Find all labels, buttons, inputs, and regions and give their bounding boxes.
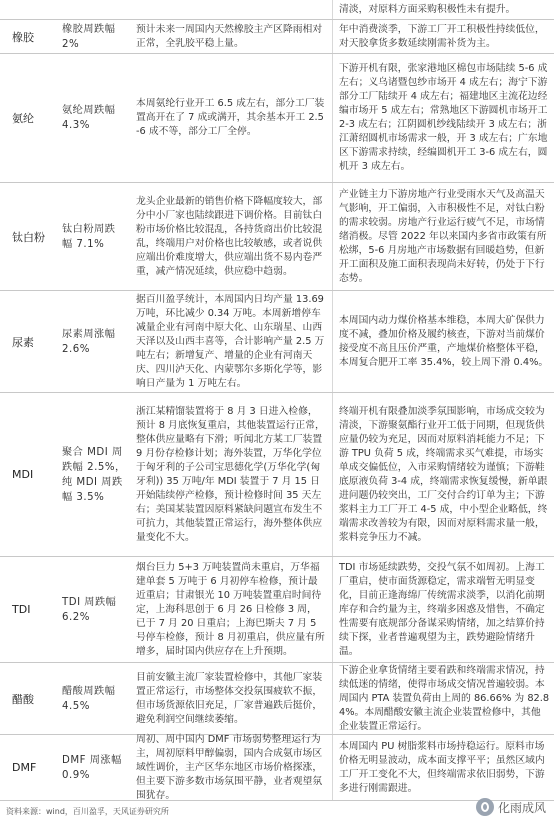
table-row [0,54,554,183]
supply-outlook: 周初、周中国内 DMF 市场弱势整理运行为主，周初原料甲醇偏弱，国内合成氨市场区域性调价，主产区华东地区市场价格探涨，但主要下游多数市场氛围平静，业者观望氛围犹存。 [136,733,323,801]
supply-outlook: 据百川盈孚统计，本周国内日均产量 13.69 万吨，环比减少 0.34 万吨。本周新增停车减量企业有河南中原大化、山东瑞星、山西天泽以及山西丰喜等，合计影响产量 2.5 万吨左右；新增复产、增量的企业有河南天庆、四川泸天化、内蒙鄂尔多斯化学等，影响日产量为 1 万吨左右。 [136,293,325,389]
source-note: 资料来源：wind，百川盈孚，天风证券研究所 [6,807,169,816]
product-name [0,0,56,19]
product-name: MDI [12,468,34,481]
table-row [0,663,554,735]
supply-outlook: 龙头企业最新的销售价格下降幅度较大，部分中小厂家也陆续跟进下调价格。目前钛白粉市场价格比较混乱，各持货商出价比较混乱，终端用户对价格也比较敏感，或者说供应端出价难度增大，供应端出货不易内卷严重，减产情况延续，供应稳中趋弱。 [136,195,323,277]
product-name: TDI [12,603,31,616]
demand-note: TDI 市场延续跌势，交投气氛不如周初。上海工厂重启，使市面货源稳定，需求端暂无明显变化，目前正逢海绵厂传统需求淡季，以消化前期库存和合约量为主，终端多困惑及惜售，不确定性需要有底规部分备谋采购情绪，加之结算价持续下探，业者普遍观望为主，跌势避险情绪升温。 [332,557,554,662]
supply-outlook: 本周氨纶行业开工 6.5 成左右，部分工厂装置高开在了 7 成或满开，其余基本开工 2.5-6 成不等，部分工厂全停。 [136,98,325,137]
demand-note: 年中消费淡季，下游工厂开工积极性持续低位，对天胶拿货多数延续刚需补货为主。 [332,20,554,53]
product-name: 尿素 [12,335,34,349]
supply-outlook [130,0,332,19]
table-row [0,20,554,54]
weekly-change [56,0,130,19]
supply-outlook: 目前安徽主流厂家装置检修中，其他厂家装置正常运行，市场整体交投氛围疲软不振，但市场货源依旧充足，厂家普遍跌后挺价，避免利润空间继续萎缩。 [136,671,323,725]
watermark [476,798,546,816]
demand-note: 终端开机有限叠加淡季氛围影响，市场成交较为清淡，下游聚氨酯行业开工低于同期，但现货供应量仍较为充足，因而对原料消耗能力不足；下游 TPU 负荷 5 成，终端需求买气难提，市场实单成交偏低位，入市采购情绪较为谨慎；下游鞋底原液负荷 3-4 成，终端需求恢复缓慢，新单跟进问题仍较突出，工厂交付合约订单为主；下游浆料主力工厂开工 4-5 成，中小型企业略低，终端需求改善较为有限，因而对原料需求量一般，浆料竞争压力不减。 [332,393,554,556]
product-name: 钛白粉 [12,230,45,244]
weekly-change: DMF 周涨幅 0.9% [62,754,122,781]
demand-note: 下游开机有限，张家港地区棉包市场陆续 5-6 成左右；义乌诸暨包纱市场开 4 成左右；海宁下游部分工厂陆续开 4 成左右；福建地区主流花边经编市场开 5 成左右；常熟地区下游圆机市场开工 2-3 成左右；江阴圆机纱线陆续开 3 成左右；浙江萧绍圆机市场需求一般，开 3 成左右；广东地区下游需求持续，经编圆机开工 3-6 成左右，圆机开 3 成左右。 [332,54,554,182]
supply-outlook: 烟台巨力 5+3 万吨装置尚未重启，万华福建单套 5 万吨于 6 月初停车检修，预计最近重启；甘肃银光 10 万吨装置重启时间待定，上海科思创于 6 月 26 日检修 3 周，已于 7 月 20 日重启；上海巴斯夫 7 月 5 号停车检修，预计 8 月初重启，供应量有所增多，届时国内供应存在上升预期。 [136,561,325,657]
weekly-change: TDI 周跌幅 6.2% [62,596,117,623]
table-row [0,291,554,393]
product-name: DMF [12,761,37,774]
table-row [0,735,554,801]
demand-note: 本周国内动力煤价格基本维稳，本周大矿保供力度不减，叠加价格及履约核查，下游对当前煤价接受度不高且压价严重，产地煤价格整体平稳，本周复合肥开工率 35.4%，较上周下滑 0.4%。 [332,291,554,392]
product-name: 氨纶 [12,112,34,125]
weekly-change: 聚合 MDI 周跌幅 2.5%，纯 MDI 周跌幅 3.5% [62,446,126,503]
table-row [0,393,554,557]
supply-outlook: 浙江某精馏装置将于 8 月 3 日进入检修，预计 8 月底恢复重启，其他装置运行正常，整体供应量略有下滑；听闻北方某工厂装置 9 月份存检修计划；海外装置，万华化学位于匈牙利的子公司宝思德化学(万华化学(匈牙利)) 35 万吨/年 MDI 装置于 7 月 15 日开始陆续停产检修，预计检修时间 35 天左右；美国某装置因原料紧缺问题宣布发生不可抗力，其他装置正常运行，海外整体供应量变化不大。 [136,405,325,543]
product-name: 橡胶 [12,30,34,44]
table-row [0,557,554,663]
demand-note: 下游企业拿货情绪主要看跌和终端需求情况，持续低迷的情绪，使得市场成交情况普遍较弱。本周国内 PTA 装置负荷由上周的 86.66% 为 82.84%。本周醋酸安徽主流企业装置检修中，其他企业装置正常运行。 [332,663,554,734]
weekly-change: 钛白粉周跌幅 7.1% [62,223,116,250]
weekly-change: 尿素周涨幅 2.6% [62,328,116,355]
watermark-text: 化雨成风 [497,800,546,815]
product-name: 醋酸 [12,692,34,706]
weekly-change: 橡胶周跌幅 2% [62,23,116,50]
table-row [0,183,554,291]
table-row [0,0,554,20]
demand-note: 清淡，对原料方面采购积极性未有提升。 [332,0,554,19]
demand-note: 产业链主力下游房地产行业受雨水天气及高温天气影响，开工偏弱，入市积极性不足，对钛白粉的需求较弱。房地产行业运行疲气不足，市场情绪消极。尽管 2022 年以来国内多省市政策有所松绑，5-6 月房地产市场数据有回暖趋势，但新开工面积及施工面积表现尚未好转，仍处于下行态势。 [332,183,554,290]
weekly-change: 氨纶周跌幅 4.3% [62,105,116,131]
demand-note: 本周国内 PU 树脂浆料市场持稳运行。原料市场价格无明显波动，成本面支撑平平；虽然区域内工厂开工变化不大，但终端需求依旧弱势，下游多进行刚需跟进。 [332,735,554,800]
supply-outlook: 预计未来一周国内天然橡胶主产区降雨相对正常，全乳胶平稳上量。 [136,23,323,49]
wechat-logo-icon [476,798,494,816]
weekly-change: 醋酸周跌幅 4.5% [62,685,116,712]
